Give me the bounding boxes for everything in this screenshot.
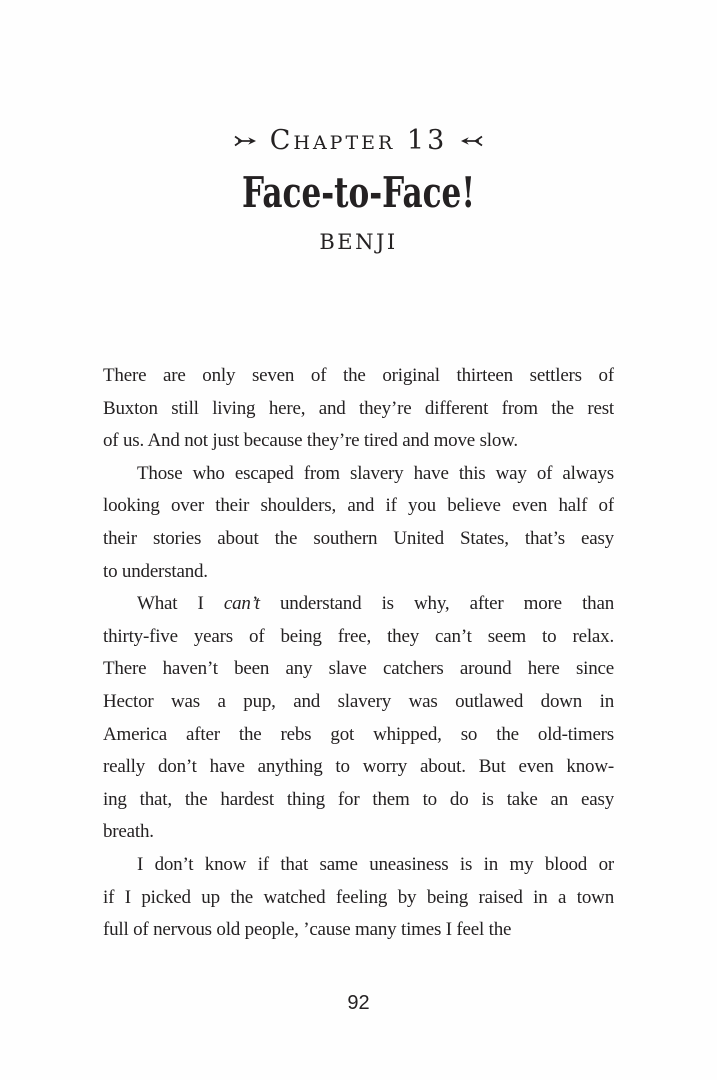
body-line: looking over their shoulders, and if you believe even half of: [103, 495, 614, 517]
chapter-label: Chapter 13: [269, 125, 448, 156]
narrator-name: BENJI: [319, 230, 398, 254]
page-number: 92: [347, 992, 370, 1014]
body-text: [103, 360, 614, 947]
body-line: There are only seven of the original thirteen settlers of: [103, 365, 614, 386]
body-line: of us. And not just because they’re tired and move slow.: [103, 430, 518, 452]
body-line: What I can’t understand is why, after more than: [137, 593, 614, 615]
body-line: breath.: [103, 821, 154, 843]
body-line: I don’t know if that same uneasiness is in my blood or: [137, 853, 614, 875]
body-line: ing that, the hardest thing for them to do is take an easy: [103, 788, 614, 810]
feathered-arrow-right-icon: [233, 133, 257, 149]
chapter-title: Face-to-Face!: [242, 168, 475, 217]
body-line: Buxton still living here, and they’re different from the rest: [103, 397, 614, 419]
body-line: to understand.: [103, 560, 208, 582]
body-line: Those who escaped from slavery have this way of always: [137, 462, 614, 484]
body-line: Hector was a pup, and slavery was outlawed down in: [103, 690, 614, 712]
body-line: full of nervous old people, ’cause many times I feel the: [103, 919, 512, 941]
feathered-arrow-left-icon: [460, 133, 484, 149]
body-line: thirty-five years of being free, they can’t seem to relax.: [103, 625, 614, 647]
chapter-heading-row: [0, 0, 717, 158]
body-line: their stories about the southern United States, that’s easy: [103, 527, 614, 549]
body-line: really don’t have anything to worry about. But even know-: [103, 756, 614, 778]
body-line: There haven’t been any slave catchers around here since: [103, 658, 614, 680]
body-line: if I picked up the watched feeling by being raised in a town: [103, 886, 614, 908]
body-line: America after the rebs got whipped, so the old-timers: [103, 723, 614, 745]
